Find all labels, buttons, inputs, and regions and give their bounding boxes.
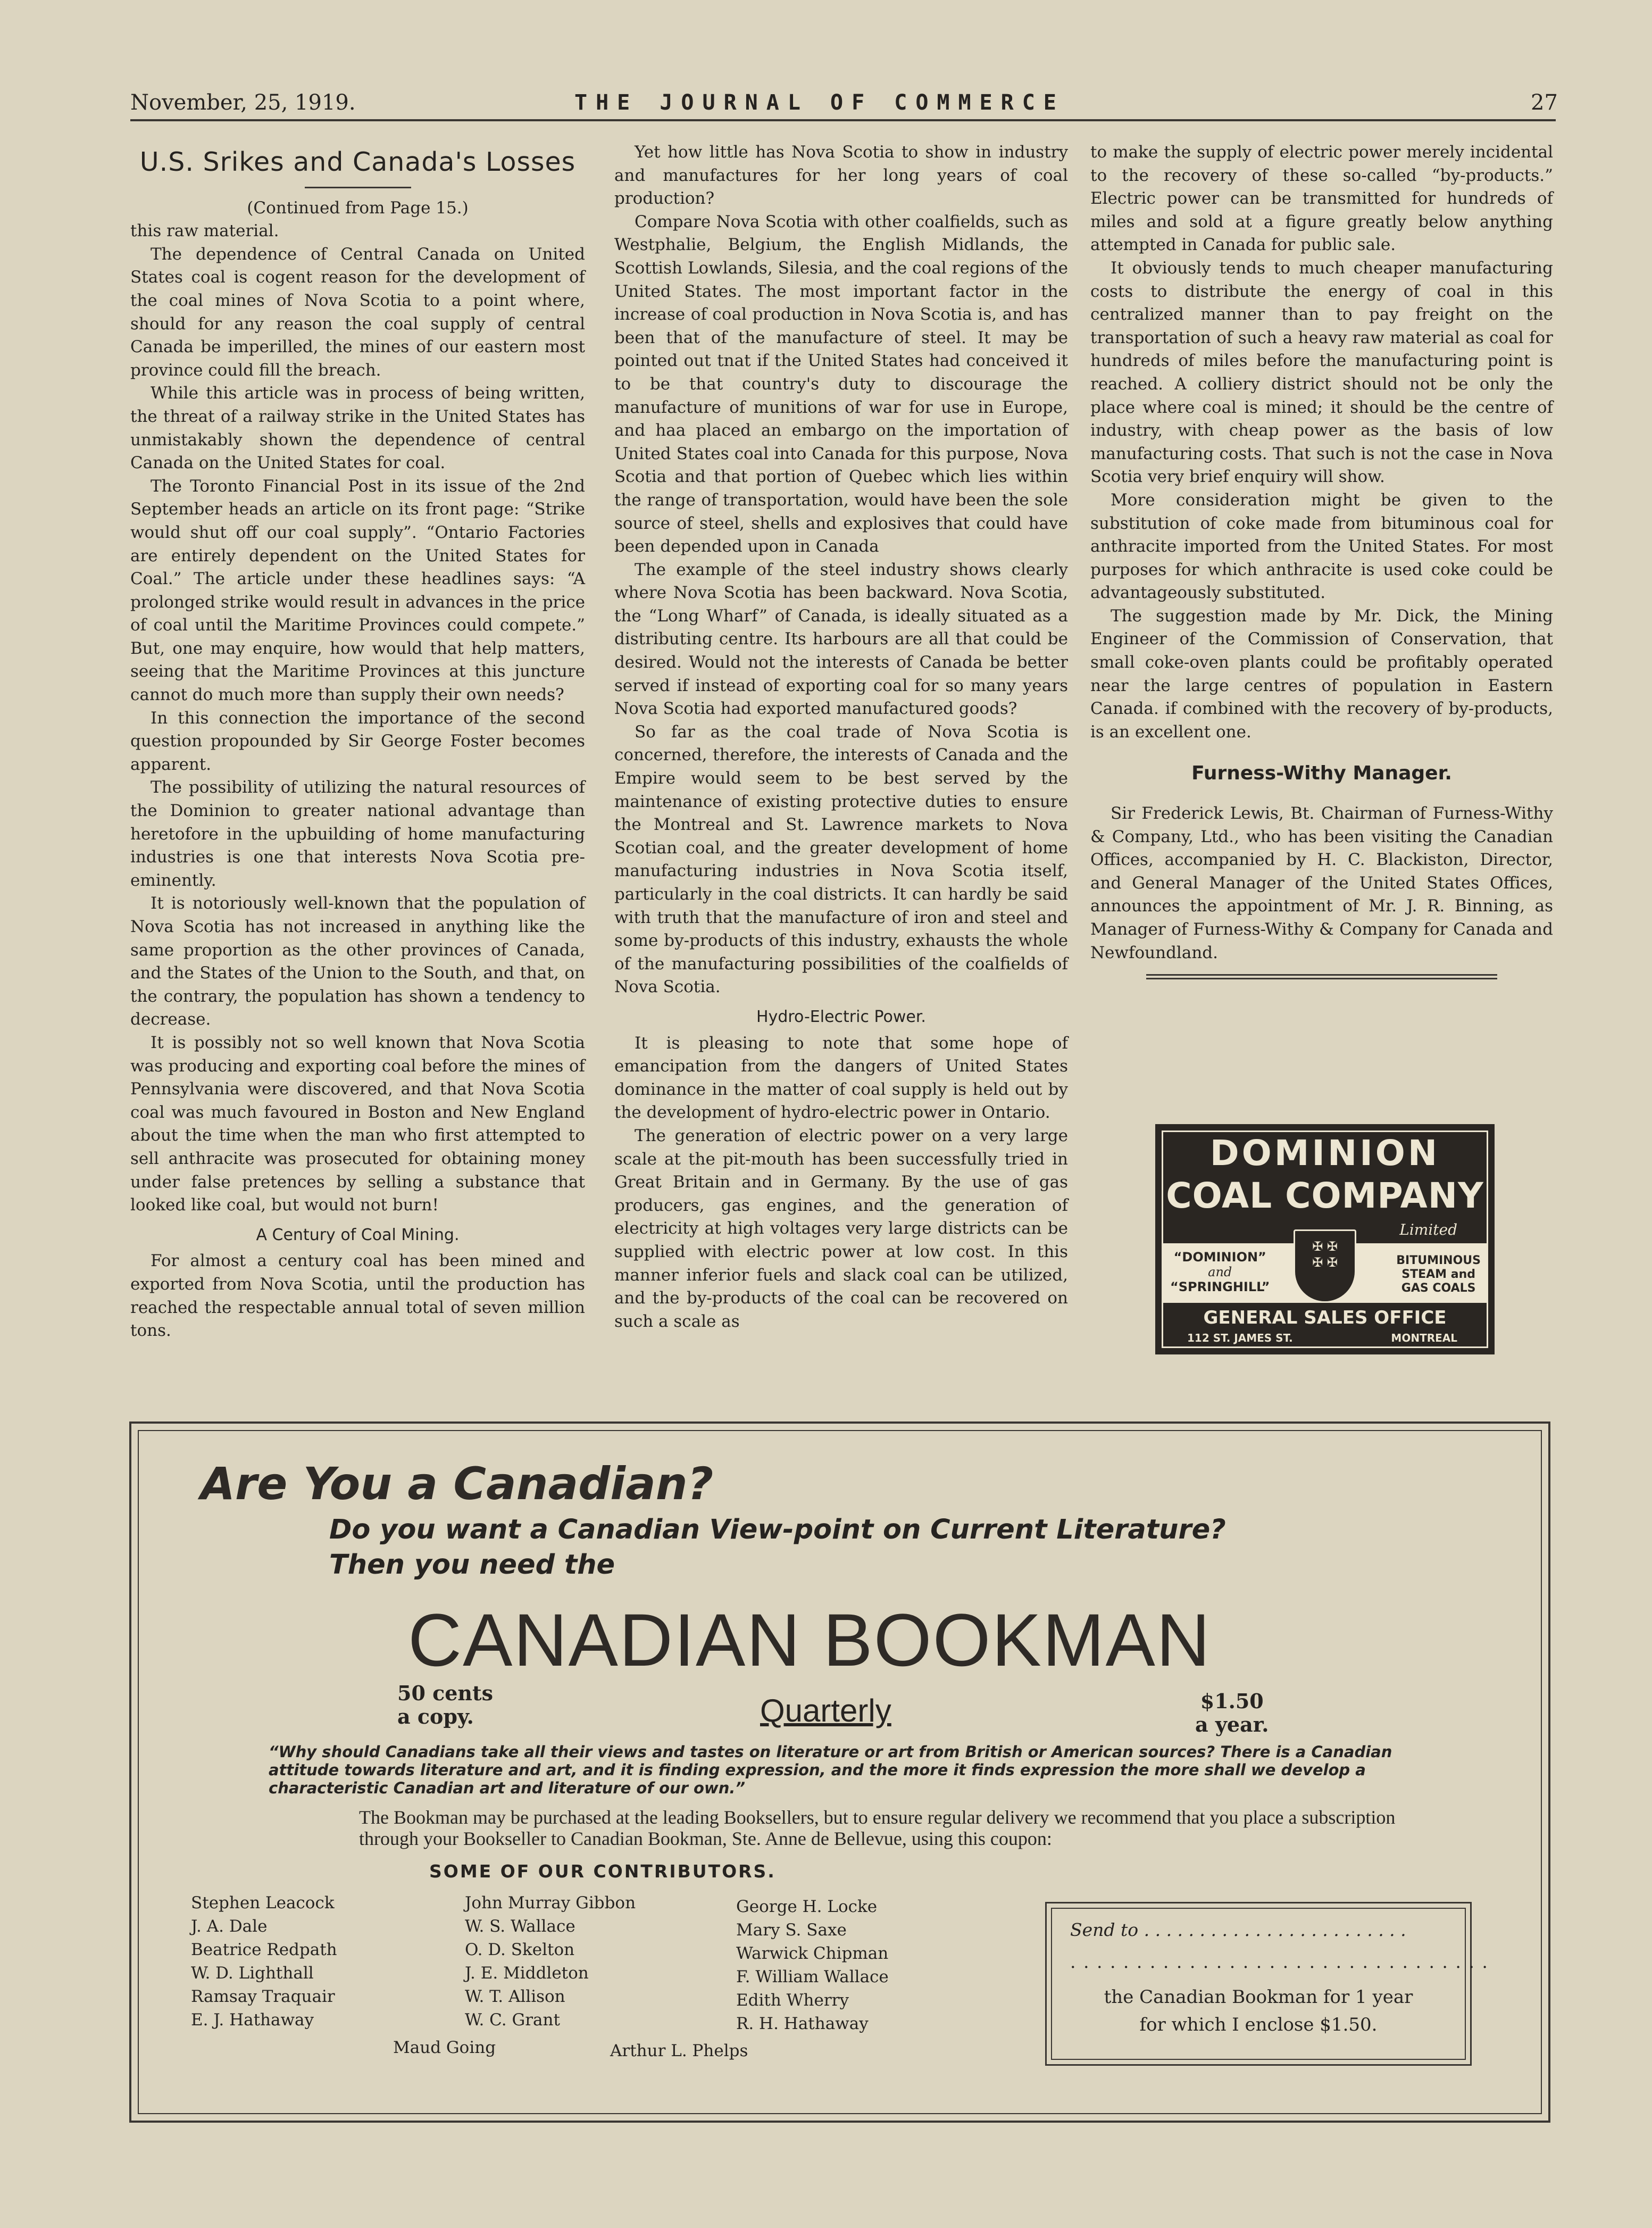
subhead-hydro: Hydro-Electric Power. bbox=[756, 1007, 926, 1026]
ad-address: 112 ST. JAMES ST. bbox=[1187, 1332, 1293, 1344]
ad-right-b: STEAM and bbox=[1401, 1268, 1475, 1281]
paragraph: The Toronto Financial Post in its issue of the 2nd September heads an article on its front page: “Strike would shut off our coal supply”. “Ontario Factories are entirely dependent on the United States for Coal.” The article under these headlines says: “A prolonged strike would result in advances in the price of coal until the Maritime Provinces could compete.” But, one may enquire, how would that help matters, seeing that the Maritime Provinces at this juncture cannot do much more than supply their own needs? bbox=[130, 476, 585, 705]
list-item: Beatrice Redpath bbox=[191, 1940, 337, 1959]
furness-body: Sir Frederick Lewis, Bt. Chairman of Furness-Withy & Company, Ltd., who has been visiting the Canadian Offices, accompanied by H. C. Blackiston, Director, and General Manager of the United States Offices, announces the appointment of Mr. J. R. Binning, as Manager of Furness-Withy & Company for Canada and Newfoundland. bbox=[1090, 804, 1553, 962]
price-copy-b: a copy. bbox=[397, 1705, 474, 1728]
list-item: J. E. Middleton bbox=[465, 1964, 589, 1983]
paragraph: It is notoriously well-known that the population of Nova Scotia has not increased in anything like the same proportion as the other provinces of Canada, and the States of the Union to the South, and that, on the contrary, the population has shown a tendency to decrease. bbox=[130, 894, 585, 1029]
journal-title: THE JOURNAL OF COMMERCE bbox=[574, 90, 1065, 115]
header-rule bbox=[130, 119, 1556, 121]
paragraph: to make the supply of electric power merely incidental to the recovery of these so-called “by-products.” Electric power can be transmitted for hundreds of miles and sold at a figure greatly below anything attempted in Canada for public sale. bbox=[1090, 143, 1553, 255]
paragraph: Yet how little has Nova Scotia to show in industry and manufactures for her long years of coal production? bbox=[614, 143, 1068, 209]
dominion-coal-ad bbox=[1155, 1124, 1495, 1354]
coupon-address-line: . . . . . . . . . . . . . . . . . . . . . . . . . . . . . . . . bbox=[1070, 1951, 1489, 1972]
price-per-copy bbox=[397, 1682, 493, 1728]
bookman-ad bbox=[129, 1421, 1550, 2123]
ad-headline: Are You a Canadian? bbox=[201, 1458, 714, 1510]
paragraph: this raw material. bbox=[130, 221, 279, 241]
list-item: J. A. Dale bbox=[191, 1917, 268, 1936]
list-item: Edith Wherry bbox=[736, 1991, 849, 2010]
paragraph: While this article was in process of being written, the threat of a railway strike in the United States has unmistakably shown the dependence of central Canada on the United States for coal. bbox=[130, 384, 585, 473]
paragraph: The possibility of utilizing the natural resources of the Dominion to greater national advantage than heretofore in the upbuilding of home manufacturing industries is one that interests Nova Scotia pre-eminently. bbox=[130, 778, 585, 890]
contributor-extra-1: Maud Going bbox=[393, 2038, 496, 2057]
ad-line-1: DOMINION bbox=[1209, 1133, 1440, 1174]
header-date: November, 25, 1919. bbox=[130, 90, 356, 115]
ad-limited: Limited bbox=[1399, 1221, 1457, 1238]
paragraph: So far as the coal trade of Nova Scotia is concerned, therefore, the interests of Canada and the Empire would seem to be best served by the maintenance of existing protective duties to ensure the Montreal and St. Lawrence markets to Nova Scotian coal, and the greater development of home manufacturing industries in Nova Scotia itself, particularly in the coal districts. It can hardly be said with truth that the manufacture of iron and steel and some by-products of this industry, exhausts the whole of the manufacturing possibilities of the coalfields of Nova Scotia. bbox=[614, 722, 1068, 997]
subscription-coupon bbox=[1045, 1902, 1489, 2066]
paragraph: More consideration might be given to the substitution of coke made from bituminous coal for anthracite imported from the United States. For most purposes for which anthracite is used coke could be advantageously substituted. bbox=[1090, 490, 1553, 603]
paragraph: The example of the steel industry shows clearly where Nova Scotia has been backward. Nova Scotia, the “Long Wharf” of Canada, is ideally situated as a distributing centre. Its harbours are all that could be desired. Would not the interests of Canada be better served if instead of exporting coal for so many years Nova Scotia had exported manufactured goods? bbox=[614, 560, 1068, 719]
ad-subheadline-2: Then you need the bbox=[329, 1549, 615, 1581]
list-item: W. S. Wallace bbox=[465, 1917, 575, 1936]
contributors-col-3 bbox=[736, 1895, 889, 2035]
ad-right-c: GAS COALS bbox=[1401, 1282, 1476, 1295]
list-item: John Murray Gibbon bbox=[465, 1893, 636, 1913]
list-item: Warwick Chipman bbox=[736, 1944, 889, 1963]
list-item: W. D. Lighthall bbox=[191, 1964, 314, 1983]
list-item: W. T. Allison bbox=[465, 1987, 565, 2006]
paragraph: Compare Nova Scotia with other coalfields, such as Westphalie, Belgium, the English Midlands, the Scottish Lowlands, Silesia, and the coal regions of the United States. The most important factor in the increase of coal production in Nova Scotia is, and has been that of the manufacture of steel. It may be pointed out tnat if the United States had conceived it to be that country's duty to discourage the manufacture of munitions of war for use in Europe, and haa placed an embargo on the importation of United States coal into Canada for this purpose, Nova Scotia and that portion of Quebec which lies within the range of transportation, would have been the sole source of steel, shells and explosives that could have been depended upon in Canada bbox=[614, 212, 1068, 556]
list-item: George H. Locke bbox=[736, 1897, 878, 1916]
ad-left-c: “SPRINGHILL” bbox=[1170, 1279, 1270, 1294]
paragraph: It is possibly not so well known that Nova Scotia was producing and exporting coal before the mines of Pennsylvania were discovered, and that Nova Scotia coal was much favoured in Boston and New England about the time when the man who first attempted to sell anthracite was prosecuted for obtaining money under false pretences by selling a substance that looked like coal, but would not burn! bbox=[130, 1033, 585, 1215]
paragraph: It obviously tends to much cheaper manufacturing costs to distribute the energy of coal in this centralized manner than to pay freight on the transportation of such a heavy raw material as coal for hundreds of miles before the manufacturing point is reached. A colliery district should not be only the place where coal is mined; it should be the centre of industry, with cheap power as the basis of low manufacturing costs. That such is not the case in Nova Scotia very brief enquiry will show. bbox=[1090, 258, 1553, 487]
price-year-b: a year. bbox=[1195, 1712, 1269, 1736]
page-number: 27 bbox=[1531, 90, 1558, 115]
coupon-text-1: the Canadian Bookman for 1 year bbox=[1104, 1986, 1413, 2008]
list-item: W. C. Grant bbox=[465, 2010, 560, 2030]
coupon-text-2: for which I enclose $1.50. bbox=[1139, 2014, 1378, 2035]
list-item: Stephen Leacock bbox=[191, 1893, 335, 1913]
ad-quote: “Why should Canadians take all their views and tastes on literature or art from British or American sources? There is a Canadian attitude towards literature and art, and it is finding expression, and the more it finds expression the more shall we develop a characteristic Canadian art and literature of our own.” bbox=[269, 1743, 1392, 1797]
list-item: Ramsay Traquair bbox=[191, 1987, 335, 2006]
list-item: Mary S. Saxe bbox=[736, 1921, 847, 1940]
ad-line-2: COAL COMPANY bbox=[1166, 1175, 1484, 1216]
furness-title: Furness-Withy Manager. bbox=[1191, 762, 1452, 785]
end-rule bbox=[1146, 974, 1497, 979]
price-per-year bbox=[1195, 1690, 1269, 1736]
ad-left-a: “DOMINION” bbox=[1173, 1250, 1266, 1265]
paragraph: The suggestion made by Mr. Dick, the Mining Engineer of the Commission of Conservation, that small coke-oven plants could be profitably operated near the large centres of population in Eastern Canada. if combined with the recovery of by-products, is an excellent one. bbox=[1090, 606, 1553, 742]
paragraph: In this connection the importance of the second question propounded by Sir George Foster becomes apparent. bbox=[130, 708, 585, 774]
shield-icon: ✠ ✠ ✠ ✠ bbox=[1294, 1229, 1356, 1303]
subhead-century: A Century of Coal Mining. bbox=[256, 1225, 460, 1244]
price-copy-a: 50 cents bbox=[397, 1681, 493, 1705]
coupon-text bbox=[1047, 1983, 1470, 2039]
contributors-col-1 bbox=[191, 1891, 337, 2032]
ad-body: The Bookman may be purchased at the leading Booksellers, but to ensure regular delivery we recommend that you place a subscription through your Bookseller to Canadian Bookman, Ste. Anne de Bellevue, using this coupon: bbox=[359, 1807, 1396, 1849]
frequency-label: Quarterly bbox=[760, 1693, 891, 1728]
paragraph: The generation of electric power on a very large scale at the pit-mouth has been successfully tried in Great Britain and in Germany. By the use of gas producers, gas engines, and the generation of electricity at high voltages very large districts can be supplied with electric power at low cost. In this manner inferior fuels and slack coal can be utilized, and the by-products of the coal can be recovered on such a scale as bbox=[614, 1126, 1068, 1331]
list-item: E. J. Hathaway bbox=[191, 2010, 314, 2030]
list-item: R. H. Hathaway bbox=[736, 2014, 869, 2033]
paragraph: The dependence of Central Canada on United States coal is cogent reason for the development of the coal mines of Nova Scotia to a point where, should for any reason the coal supply of central Canada be imperilled, the mines of our eastern most province could fill the breach. bbox=[130, 244, 585, 380]
contributor-extra-2: Arthur L. Phelps bbox=[610, 2041, 748, 2060]
ad-band bbox=[1163, 1239, 1487, 1303]
continued-note: (Continued from Page 15.) bbox=[247, 198, 469, 218]
coupon-send-to: Send to . . . . . . . . . . . . . . . . . . . . . . . . bbox=[1070, 1919, 1406, 1940]
title-rule bbox=[305, 187, 411, 188]
ad-office: GENERAL SALES OFFICE bbox=[1203, 1307, 1447, 1328]
ad-left-text bbox=[1170, 1250, 1270, 1294]
ad-subheadline: Do you want a Canadian View-point on Current Literature? bbox=[329, 1514, 1226, 1545]
article-column-3 bbox=[1090, 141, 1553, 979]
list-item: F. William Wallace bbox=[736, 1967, 889, 1986]
list-item: O. D. Skelton bbox=[465, 1940, 575, 1959]
contributors-col-2 bbox=[465, 1891, 636, 2032]
ad-right-a: BITUMINOUS bbox=[1396, 1254, 1481, 1267]
ad-brand: CANADIAN BOOKMAN bbox=[408, 1598, 1211, 1682]
article-column-2 bbox=[614, 141, 1068, 1333]
ad-right-text bbox=[1396, 1254, 1481, 1295]
article-column-1 bbox=[130, 141, 585, 1343]
ad-left-b: and bbox=[1208, 1265, 1232, 1279]
paragraph: It is pleasing to note that some hope of emancipation from the dangers of United States dominance in the matter of coal supply is held out by the development of hydro-electric power in Ontario. bbox=[614, 1033, 1068, 1123]
ad-city: MONTREAL bbox=[1391, 1332, 1457, 1344]
contributors-title: SOME OF OUR CONTRIBUTORS. bbox=[429, 1861, 776, 1882]
paragraph: For almost a century coal has been mined and exported from Nova Scotia, until the production has reached the respectable annual total of seven million tons. bbox=[130, 1251, 585, 1341]
article-title: U.S. Srikes and Canada's Losses bbox=[139, 147, 576, 177]
price-year-a: $1.50 bbox=[1200, 1689, 1264, 1713]
